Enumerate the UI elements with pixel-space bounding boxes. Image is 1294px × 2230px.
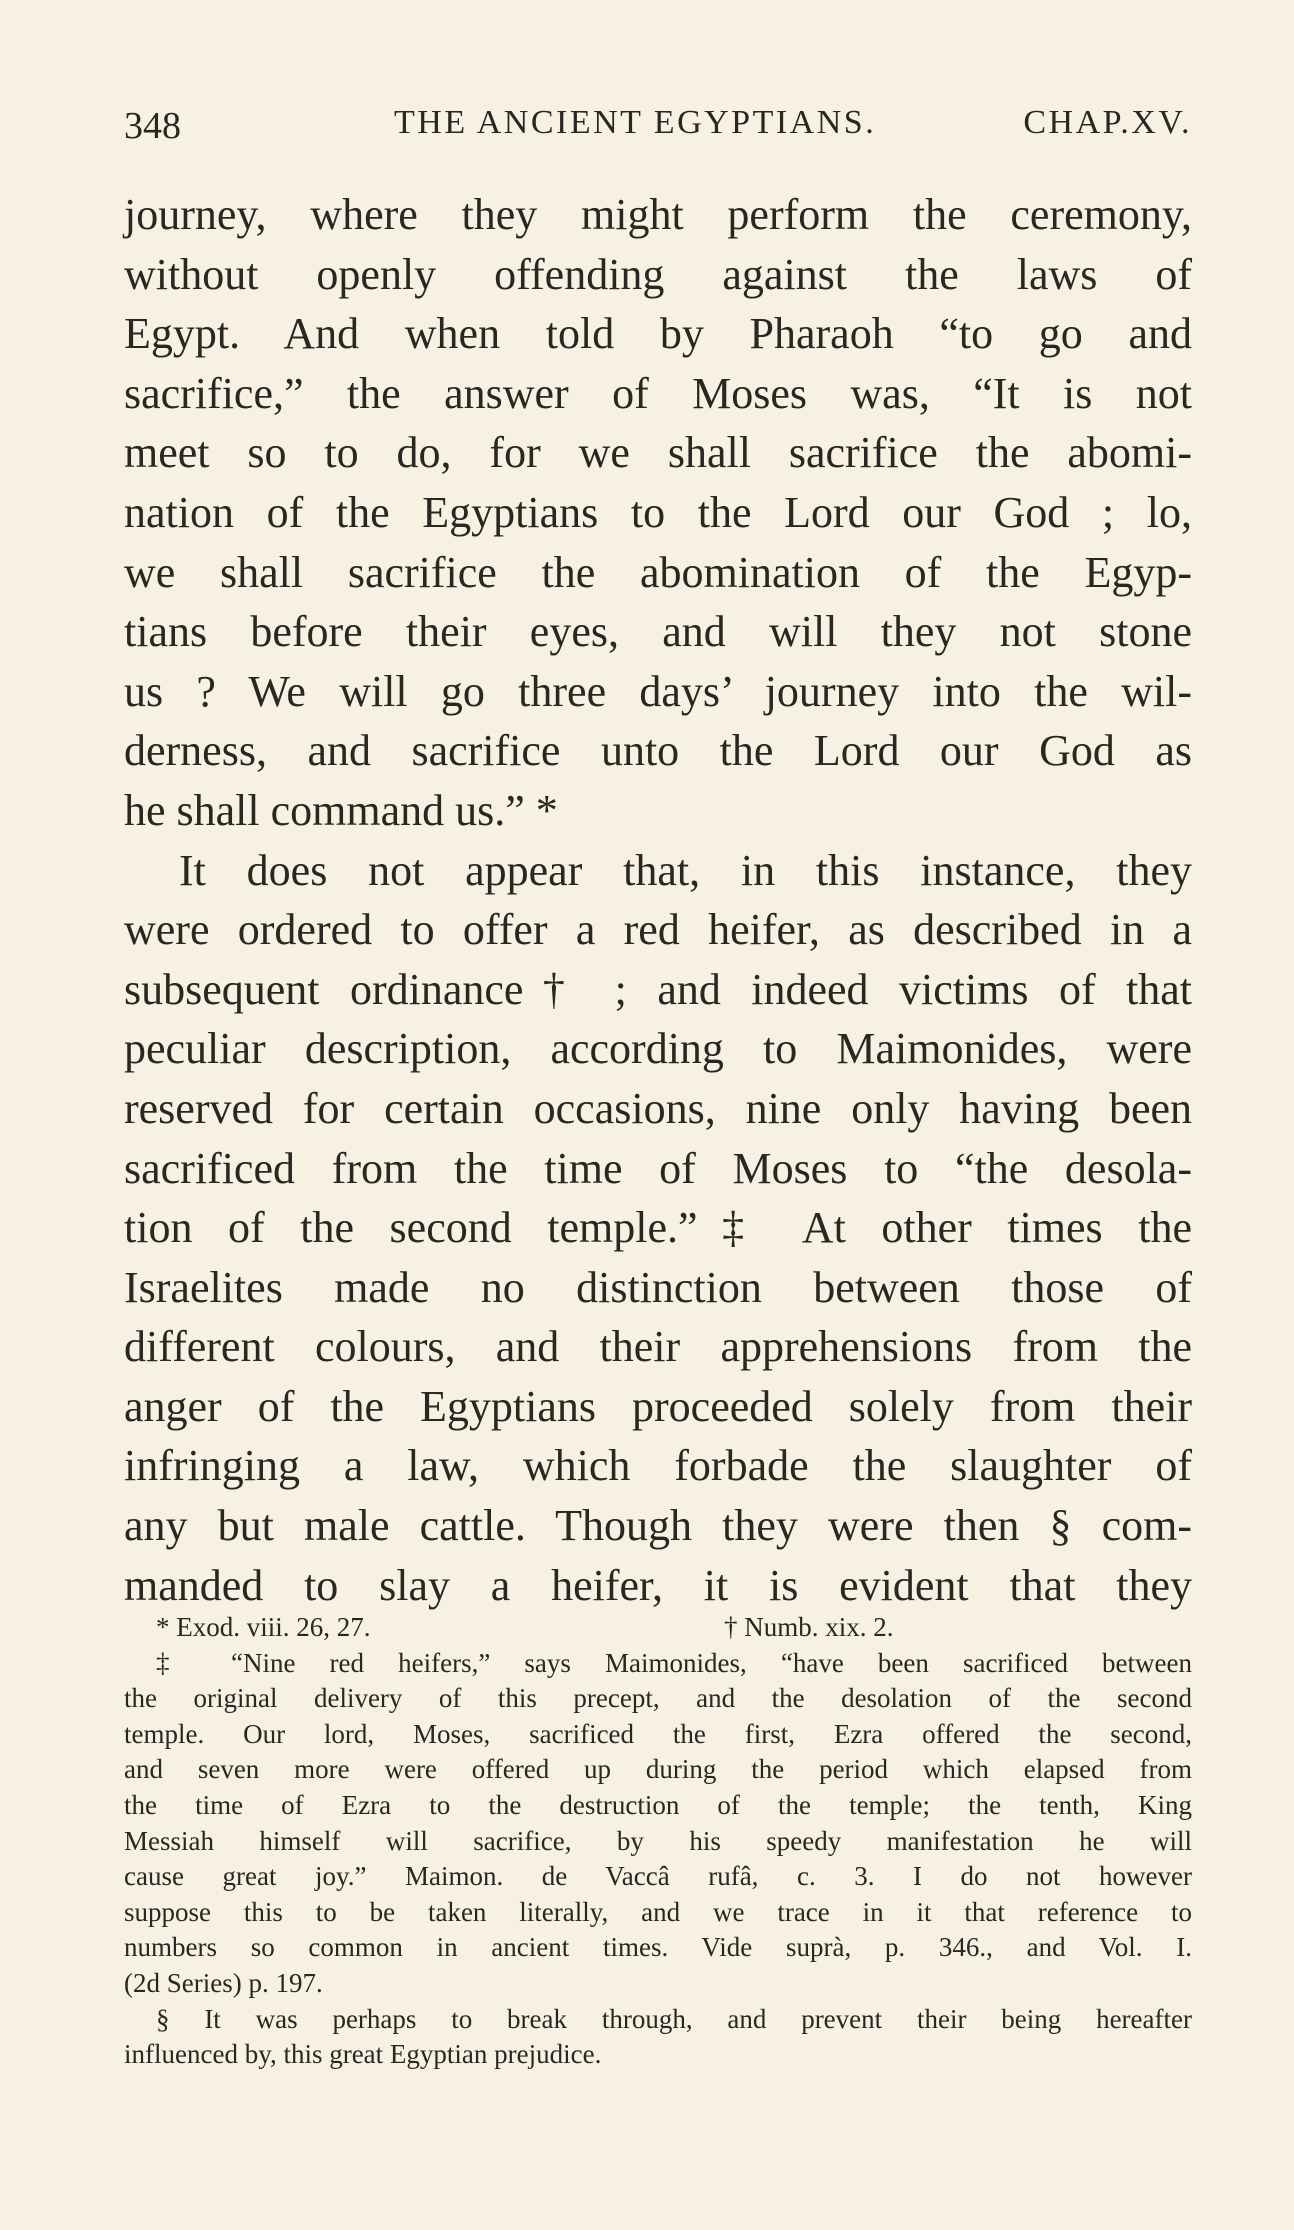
footnote-line: suppose this to be taken literally, and we trace in it that reference to [124,1896,1192,1927]
text-line: any but male cattle. Though they were then § com- [124,1501,1192,1551]
text-line: meet so to do, for we shall sacrifice the abomi- [124,428,1192,478]
footnote-line: cause great joy.” Maimon. de Vaccâ rufâ, c. 3. I do not however [124,1861,1192,1892]
running-title: THE ANCIENT EGYPTIANS. [394,104,877,141]
text-line: nation of the Egyptians to the Lord our God ; lo, [124,487,1192,537]
text-line: anger of the Egyptians proceeded solely from their [124,1381,1192,1431]
footnote-line: and seven more were offered up during the period which elapsed from [124,1754,1192,1785]
text-line: he shall command us.” * [124,785,558,835]
footnote-line: the time of Ezra to the destruction of the temple; the tenth, King [124,1789,1192,1820]
footnote-line: ‡ “Nine red heifers,” says Maimonides, “have been sacrificed between [156,1647,1192,1678]
footnote-numbers: † Numb. xix. 2. [724,1612,894,1642]
text-line: were ordered to offer a red heifer, as described in a [124,905,1192,955]
text-line: It does not appear that, in this instance, they [179,845,1192,895]
footnote-line: temple. Our lord, Moses, sacrificed the first, Ezra offered the second, [124,1718,1192,1749]
text-line: tion of the second temple.”‡ At other times the [124,1203,1192,1253]
footnote-line: (2d Series) p. 197. [124,1967,323,1998]
text-line: we shall sacrifice the abomination of the Egyp- [124,547,1192,597]
text-line: sacrifice,” the answer of Moses was, “It is not [124,368,1192,418]
footnote-row [124,1610,1192,1646]
text-line: reserved for certain occasions, nine only having been [124,1083,1192,1133]
footnotes [124,1610,1192,2073]
text-line: sacrificed from the time of Moses to “the desola- [124,1143,1192,1193]
text-line: infringing a law, which forbade the slaughter of [124,1441,1192,1491]
running-header [124,104,1192,156]
text-line: manded to slay a heifer, it is evident that they [124,1560,1192,1610]
text-line: derness, and sacrifice unto the Lord our God as [124,726,1192,776]
footnote-line: Messiah himself will sacrifice, by his speedy manifestation he will [124,1825,1192,1856]
text-line: without openly offending against the laws of [124,249,1192,299]
text-line: Israelites made no distinction between those of [124,1262,1192,1312]
text-line: Egypt. And when told by Pharaoh “to go and [124,309,1192,359]
footnote-line: the original delivery of this precept, and the desolation of the second [124,1683,1192,1714]
text-line: subsequent ordinance† ; and indeed victims of that [124,964,1192,1014]
chapter-label: CHAP.XV. [1023,104,1192,141]
text-line: tians before their eyes, and will they not stone [124,607,1192,657]
text-line: different colours, and their apprehensions from the [124,1322,1192,1372]
footnote-line: influenced by, this great Egyptian prejudice. [124,2039,602,2070]
text-line: us ? We will go three days’ journey into the wil- [124,666,1192,716]
text-line: peculiar description, according to Maimonides, were [124,1024,1192,1074]
footnote-line: numbers so common in ancient times. Vide suprà, p. 346., and Vol. I. [124,1932,1192,1963]
page-number: 348 [124,105,181,147]
main-text [124,185,1192,1615]
text-line: journey, where they might perform the ceremony, [124,190,1192,239]
footnote-line: § It was perhaps to break through, and prevent their being hereafter [156,2003,1192,2034]
footnote-exodus: * Exod. viii. 26, 27. [156,1612,371,1642]
